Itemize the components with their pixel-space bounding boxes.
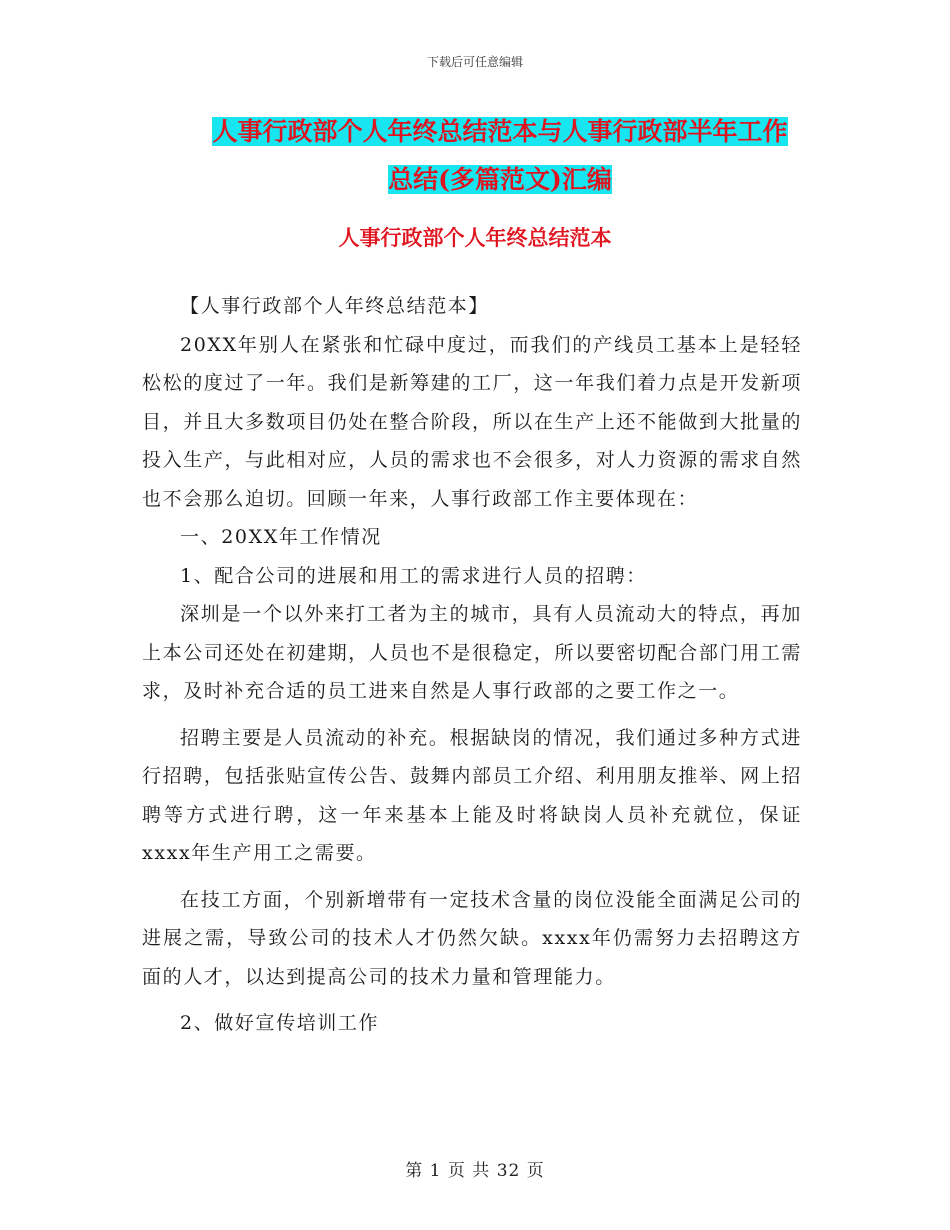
document-body bbox=[142, 287, 802, 1043]
paragraph-heading-training: 2、做好宣传培训工作 bbox=[180, 1012, 380, 1034]
document-title-line-1: 人事行政部个人年终总结范本与人事行政部半年工作 bbox=[212, 117, 788, 146]
section-title: 人事行政部个人年终总结范本 bbox=[338, 225, 612, 250]
document-title-line-2: 总结(多篇范文)汇编 bbox=[388, 165, 612, 194]
paragraph-bracket-heading: 【人事行政部个人年终总结范本】 bbox=[180, 295, 490, 317]
paragraph-heading-work-situation: 一、20XX年工作情况 bbox=[180, 526, 382, 548]
paragraph-technical-staff: 在技工方面，个别新增带有一定技术含量的岗位没能全面满足公司的进展之需，导致公司的技术人才仍然欠缺。xxxx年仍需努力去招聘这方面的人才，以达到提高公司的技术力量和管理能力。 bbox=[142, 888, 802, 988]
document-title bbox=[140, 108, 860, 204]
paragraph-shenzhen: 深圳是一个以外来打工者为主的城市，具有人员流动大的特点，再加上本公司还处在初建期，人员也不是很稳定，所以要密切配合部门用工需求，及时补充合适的员工进来自然是人事行政部的之要工作之一。 bbox=[142, 603, 802, 702]
paragraph-recruitment-methods: 招聘主要是人员流动的补充。根据缺岗的情况，我们通过多种方式进行招聘，包括张贴宣传公告、鼓舞内部员工介绍、利用朋友推举、网上招聘等方式进行聘，这一年来基本上能及时将缺岗人员补充就位，保证xxxx年生产用工之需要。 bbox=[142, 726, 802, 864]
paragraph-intro: 20XX年别人在紧张和忙碌中度过，而我们的产线员工基本上是轻轻松松的度过了一年。我们是新筹建的工厂，这一年我们着力点是开发新项目，并且大多数项目仍处在整合阶段，所以在生产上还不能做到大批量的投入生产，与此相对应，人员的需求也不会很多，对人力资源的需求自然也不会那么迫切。回顾一年来，人事行政部工作主要体现在： bbox=[142, 333, 802, 510]
download-note: 下载后可任意编辑 bbox=[426, 55, 523, 69]
page-number-footer: 第 1 页 共 32 页 bbox=[405, 1161, 545, 1181]
paragraph-heading-recruitment: 1、配合公司的进展和用工的需求进行人员的招聘： bbox=[180, 564, 647, 587]
